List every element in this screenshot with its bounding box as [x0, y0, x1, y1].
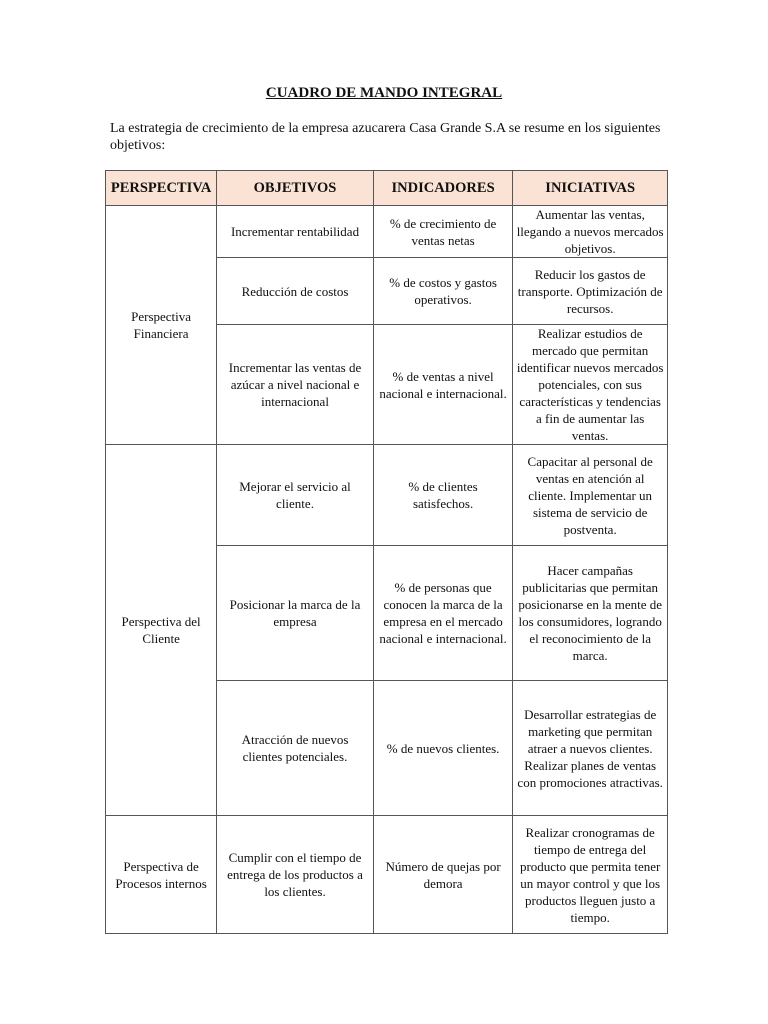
perspective-cell: Perspectiva Financiera	[106, 206, 217, 445]
initiative-cell: Capacitar al personal de ventas en atención al cliente. Implementar un sistema de servicio de postventa.	[513, 445, 668, 546]
objective-cell: Incrementar las ventas de azúcar a nivel nacional e internacional	[217, 325, 374, 445]
header-iniciativas: INICIATIVAS	[513, 171, 668, 206]
initiative-cell: Reducir los gastos de transporte. Optimización de recursos.	[513, 258, 668, 325]
indicator-cell: % de personas que conocen la marca de la empresa en el mercado nacional e internacional.	[373, 546, 512, 681]
objective-cell: Atracción de nuevos clientes potenciales.	[217, 681, 374, 816]
balanced-scorecard-table	[105, 170, 668, 934]
header-objetivos: OBJETIVOS	[217, 171, 374, 206]
table-row	[106, 445, 668, 546]
table-row	[106, 816, 668, 934]
indicator-cell: % de nuevos clientes.	[373, 681, 512, 816]
table-row	[106, 206, 668, 258]
objective-cell: Reducción de costos	[217, 258, 374, 325]
header-perspectiva: PERSPECTIVA	[106, 171, 217, 206]
objective-cell: Incrementar rentabilidad	[217, 206, 374, 258]
document-title: CUADRO DE MANDO INTEGRAL	[265, 85, 503, 101]
intro-paragraph: La estrategia de crecimiento de la empresa azucarera Casa Grande S.A se resume en los siguientes objetivos:	[110, 121, 661, 153]
initiative-cell: Hacer campañas publicitarias que permitan posicionarse en la mente de los consumidores, logrando el reconocimiento de la marca.	[513, 546, 668, 681]
initiative-cell: Realizar estudios de mercado que permitan identificar nuevos mercados potenciales, con sus características y tendencias a fin de aumentar las ventas.	[513, 325, 668, 445]
objective-cell: Cumplir con el tiempo de entrega de los productos a los clientes.	[217, 816, 374, 934]
indicator-cell: % de clientes satisfechos.	[373, 445, 512, 546]
initiative-cell: Realizar cronogramas de tiempo de entrega del producto que permita tener un mayor control y que los productos lleguen justo a tiempo.	[513, 816, 668, 934]
objective-cell: Mejorar el servicio al cliente.	[217, 445, 374, 546]
objective-cell: Posicionar la marca de la empresa	[217, 546, 374, 681]
indicator-cell: Número de quejas por demora	[373, 816, 512, 934]
header-indicadores: INDICADORES	[373, 171, 512, 206]
initiative-cell: Desarrollar estrategias de marketing que permitan atraer a nuevos clientes. Realizar planes de ventas con promociones atractivas.	[513, 681, 668, 816]
indicator-cell: % de crecimiento de ventas netas	[373, 206, 512, 258]
indicator-cell: % de ventas a nivel nacional e internacional.	[373, 325, 512, 445]
table-header-row	[106, 171, 668, 206]
perspective-cell: Perspectiva de Procesos internos	[106, 816, 217, 934]
perspective-cell: Perspectiva del Cliente	[106, 445, 217, 816]
indicator-cell: % de costos y gastos operativos.	[373, 258, 512, 325]
initiative-cell: Aumentar las ventas, llegando a nuevos mercados objetivos.	[513, 206, 668, 258]
